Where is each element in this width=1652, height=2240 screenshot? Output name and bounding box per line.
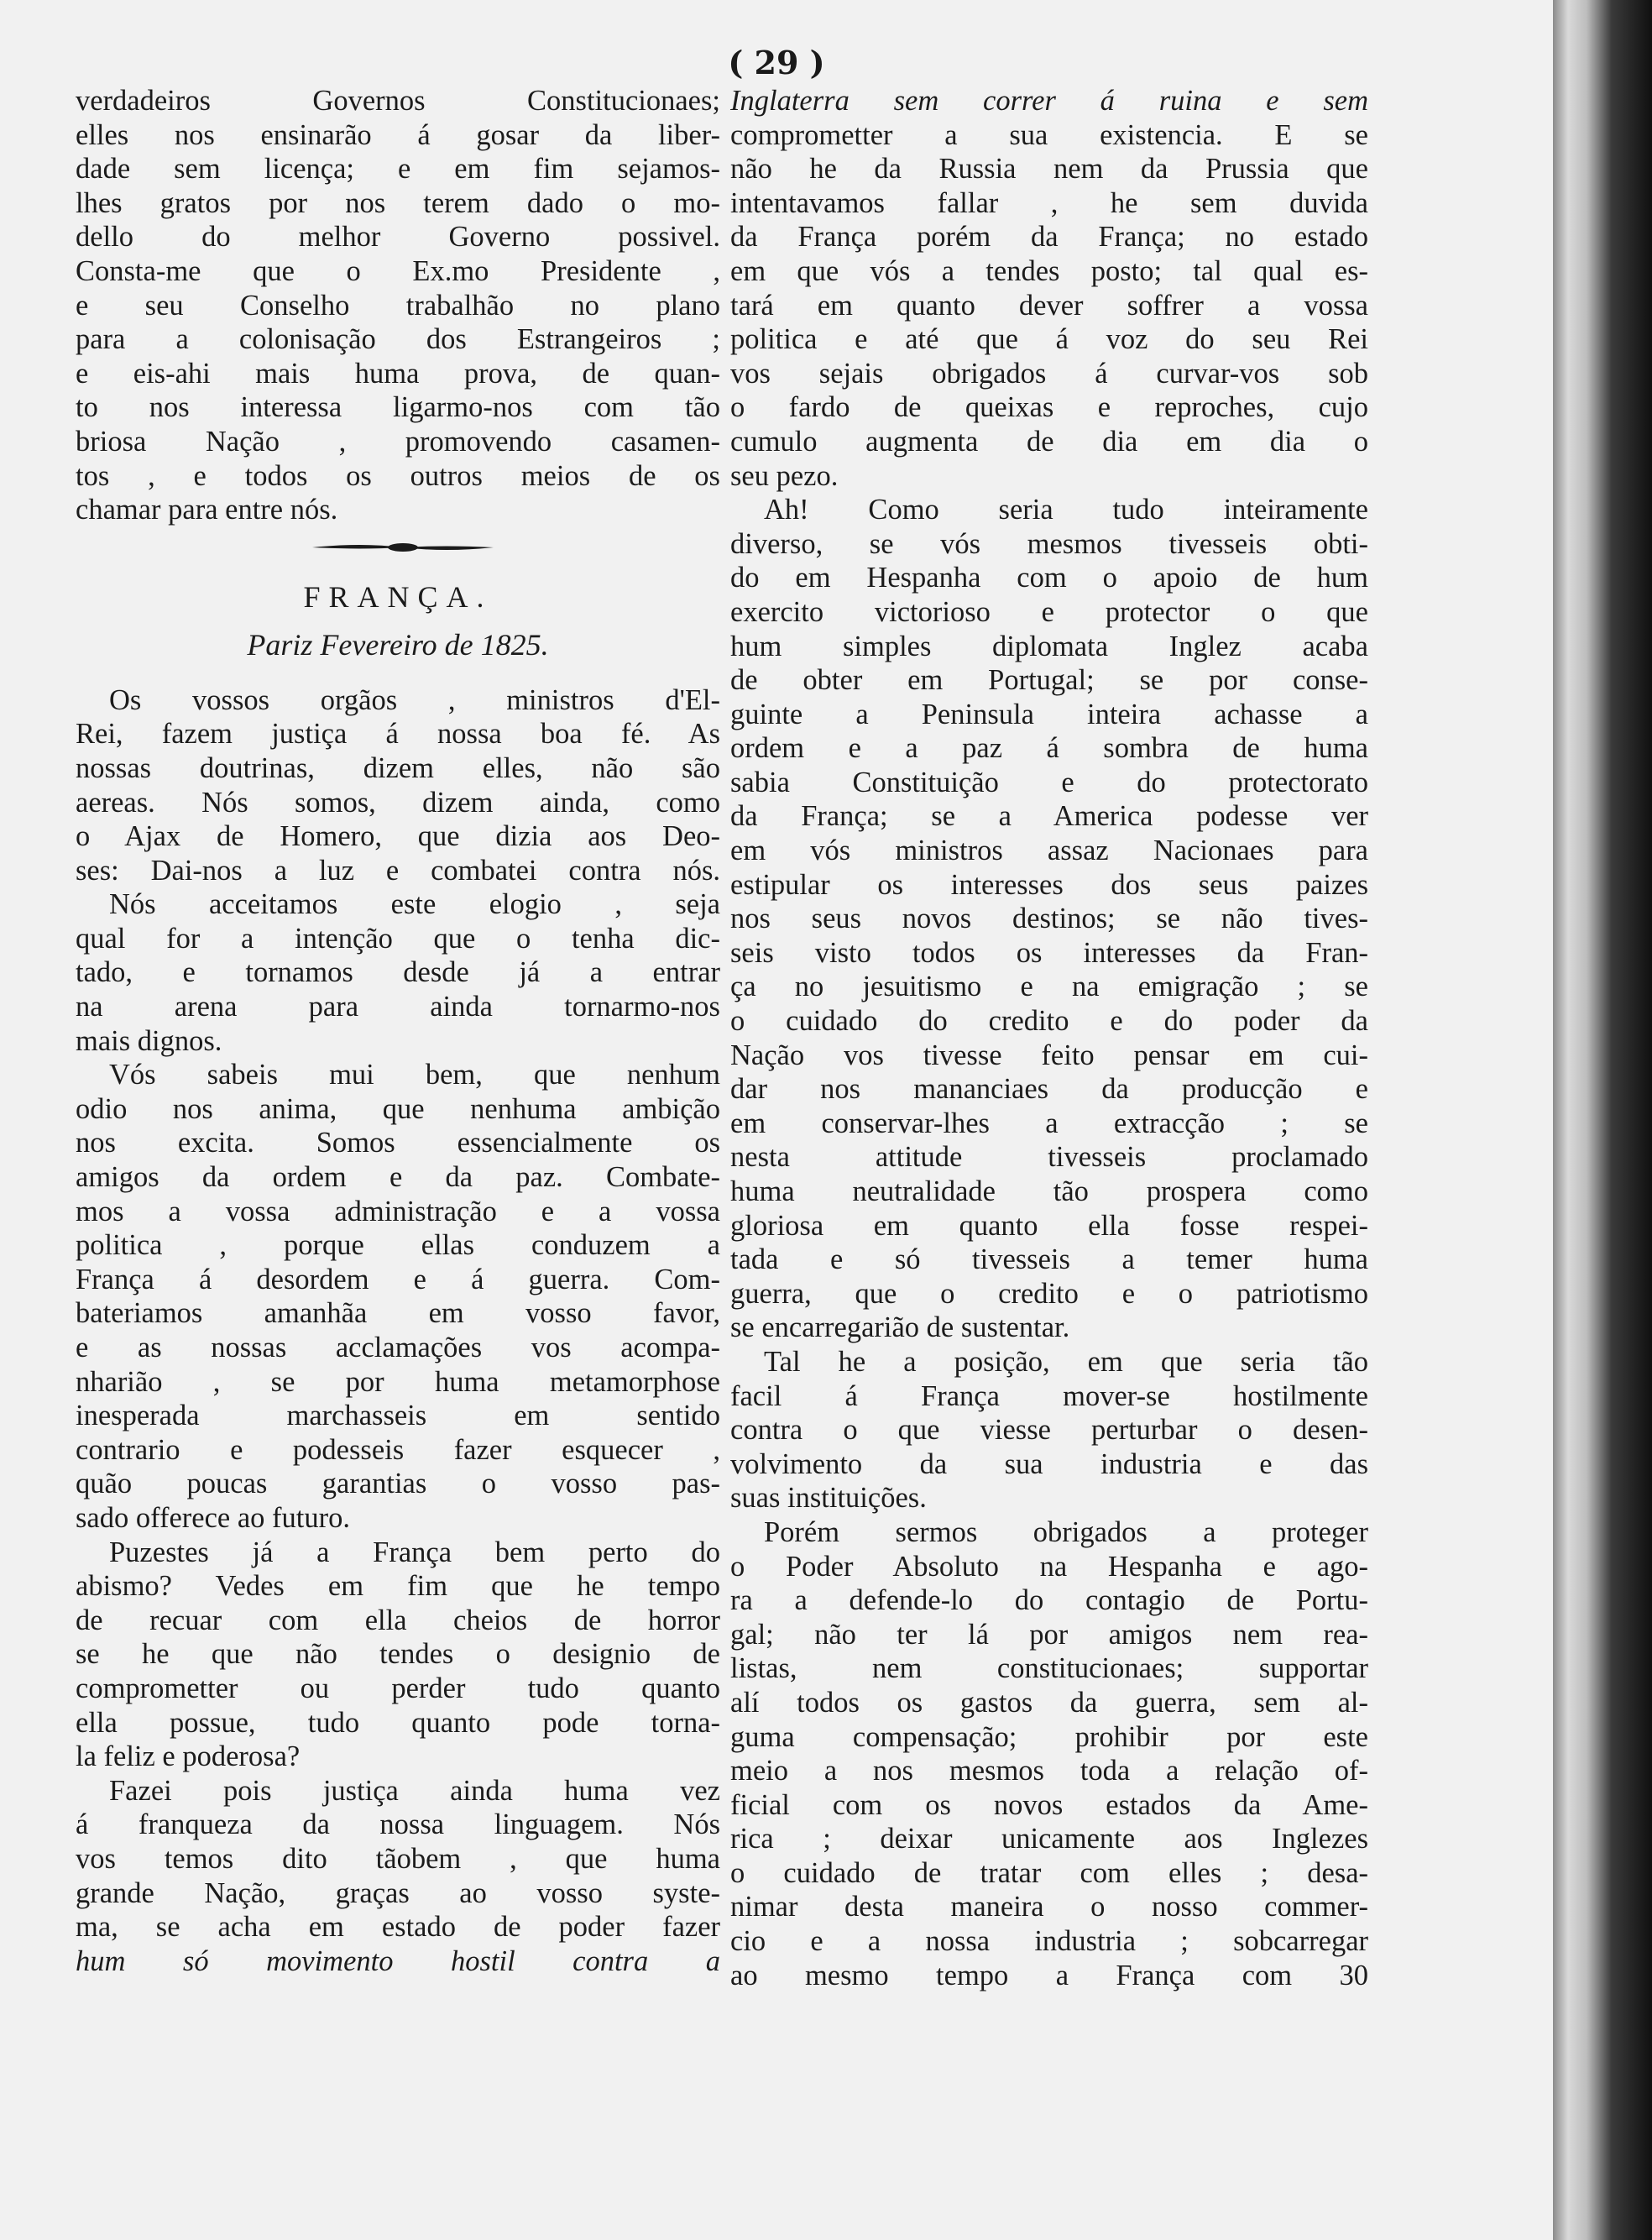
- text-line: inesperada marchasseis em sentido: [76, 1400, 720, 1432]
- text-line: o cuidado do credito e do poder da: [730, 1005, 1368, 1038]
- text-line: comprometter ou perder tudo quanto: [76, 1672, 720, 1704]
- text-line: de obter em Portugal; se por conse-: [730, 664, 1368, 697]
- text-line: suas instituições.: [730, 1482, 927, 1515]
- text-line: dello do melhor Governo possivel.: [76, 221, 720, 254]
- text-line: guinte a Peninsula inteira achasse a: [730, 698, 1368, 730]
- text-line: dar nos mananciaes da producção e: [730, 1073, 1368, 1106]
- text-line: diverso, se vós mesmos tivesseis obti-: [730, 527, 1368, 560]
- text-line: lhes gratos por nos terem dado o mo-: [76, 186, 720, 219]
- text-line: alí todos os gastos da guerra, sem al-: [730, 1686, 1368, 1719]
- text-line: gloriosa em quanto ella fosse respei-: [730, 1209, 1368, 1242]
- text-line: e seu Conselho trabalhão no plano: [76, 289, 720, 322]
- text-line: odio nos anima, que nenhuma ambição: [76, 1092, 720, 1125]
- text-line: contrario e podesseis fazer esquecer ,: [76, 1433, 720, 1466]
- text-line: ficial com os novos estados da Ame-: [730, 1788, 1368, 1821]
- text-line: politica e até que á voz do seu Rei: [730, 323, 1368, 356]
- text-line: sado offerece ao futuro.: [76, 1501, 350, 1534]
- text-line: estipular os interesses dos seus paizes: [730, 868, 1368, 901]
- text-line: vos temos dito tãobem , que huma: [76, 1842, 720, 1875]
- text-line: de recuar com ella cheios de horror: [76, 1604, 720, 1636]
- text-line: Fazei pois justiça ainda huma vez: [109, 1774, 720, 1807]
- text-line: facil á França mover-se hostilmente: [730, 1379, 1368, 1412]
- text-line: á franqueza da nossa linguagem. Nós: [76, 1808, 720, 1841]
- text-line: qual for a intenção que o tenha dic-: [76, 922, 720, 955]
- text-line: o Ajax de Homero, que dizia aos Deo-: [76, 820, 720, 853]
- text-line: aereas. Nós somos, dizem ainda, como: [76, 786, 720, 819]
- text-line: gal; não ter lá por amigos nem rea-: [730, 1618, 1368, 1651]
- text-line: ma, se acha em estado de poder fazer: [76, 1911, 720, 1944]
- text-line: rica ; deixar unicamente aos Inglezes: [730, 1823, 1368, 1855]
- text-line: o fardo de queixas e reproches, cujo: [730, 391, 1368, 424]
- text-line: tado, e tornamos desde já a entrar: [76, 956, 720, 989]
- text-line: da França porém da França; no estado: [730, 221, 1368, 254]
- text-line: e as nossas acclamações vos acompa-: [76, 1332, 720, 1363]
- text-line: se encarregarião de sustentar.: [730, 1311, 1070, 1344]
- text-line: nos seus novos destinos; se não tives-: [730, 903, 1368, 935]
- right-column: [730, 84, 1368, 1992]
- text-line: intentavamos fallar , he sem duvida: [730, 186, 1368, 219]
- book-binding-edge: [1553, 0, 1652, 2240]
- text-line: seu pezo.: [730, 459, 839, 492]
- text-line: seis visto todos os interesses da Fran-: [730, 936, 1368, 969]
- text-line: listas, nem constitucionaes; supportar: [730, 1652, 1368, 1685]
- text-line: briosa Nação , promovendo casamen-: [76, 425, 720, 458]
- left-column: [76, 84, 720, 1978]
- text-line: para a colonisação dos Estrangeiros ;: [76, 323, 720, 356]
- text-line: cio e a nossa industria ; sobcarregar: [730, 1925, 1368, 1958]
- text-line: em vós ministros assaz Nacionaes para: [730, 835, 1368, 867]
- text-line: mais dignos.: [76, 1024, 222, 1057]
- text-line: volvimento da sua industria e das: [730, 1447, 1368, 1480]
- text-line: Consta-me que o Ex.mo Presidente ,: [76, 254, 720, 287]
- text-line: contra o que viesse perturbar o desen-: [730, 1414, 1368, 1447]
- text-line: Nação vos tivesse feito pensar em cui-: [730, 1039, 1368, 1071]
- text-line: Nós acceitamos este elogio , seja: [109, 888, 720, 921]
- text-line: Ah! Como seria tudo inteiramente: [764, 494, 1368, 526]
- text-line: tos , e todos os outros meios de os: [76, 459, 720, 492]
- text-line: tada e só tivesseis a temer huma: [730, 1243, 1368, 1276]
- section-title: FRANÇA.: [303, 579, 493, 614]
- text-line: Porém sermos obrigados a proteger: [764, 1515, 1368, 1548]
- text-line: do em Hespanha com o apoio de hum: [730, 562, 1368, 594]
- text-line: o cuidado de tratar com elles ; desa-: [730, 1856, 1368, 1889]
- text-line: nharião , se por huma metamorphose: [76, 1365, 720, 1398]
- text-line: chamar para entre nós.: [76, 494, 338, 526]
- text-line: amigos da ordem e da paz. Combate-: [76, 1161, 720, 1194]
- text-line: e eis-ahi mais huma prova, de quan-: [76, 357, 720, 390]
- text-line: la feliz e poderosa?: [76, 1740, 301, 1773]
- text-line: mos a vossa administração e a vossa: [76, 1195, 720, 1227]
- text-line: ça no jesuitismo e na emigração ; se: [730, 971, 1368, 1003]
- article-body: [76, 683, 720, 1979]
- intro-paragraph: [76, 84, 720, 527]
- text-line: guma compensação; prohibir por este: [730, 1720, 1368, 1753]
- text-line: não he da Russia nem da Prussia que: [730, 153, 1368, 186]
- text-line: grande Nação, graças ao vosso syste-: [76, 1876, 720, 1909]
- text-line: Vós sabeis mui bem, que nenhum: [109, 1059, 720, 1091]
- text-line: dade sem licença; e em fim sejamos-: [76, 153, 720, 186]
- text-line: da França; se a America podesse ver: [730, 800, 1368, 833]
- text-line: em que vós a tendes posto; tal qual es-: [730, 254, 1368, 287]
- text-line: huma neutralidade tão prospera como: [730, 1175, 1368, 1207]
- text-line: nesta attitude tivesseis proclamado: [730, 1141, 1368, 1174]
- text-line: guerra, que o credito e o patriotismo: [730, 1277, 1368, 1310]
- page-number: ( 29 ): [728, 44, 825, 81]
- section-divider-ornament: [76, 527, 720, 569]
- text-line: ses: Dai-nos a luz e combatei contra nós.: [76, 854, 720, 887]
- text-line: ao mesmo tempo a França com 30: [730, 1959, 1368, 1991]
- text-line: o Poder Absoluto na Hespanha e ago-: [730, 1550, 1368, 1583]
- text-line: abismo? Vedes em fim que he tempo: [76, 1570, 720, 1603]
- text-line: Rei, fazem justiça á nossa boa fé. As: [76, 718, 720, 751]
- text-line: quão poucas garantias o vosso pas-: [76, 1468, 720, 1500]
- text-line: vos sejais obrigados á curvar-vos sob: [730, 357, 1368, 390]
- text-line: meio a nos mesmos toda a relação of-: [730, 1755, 1368, 1787]
- text-line: bateriamos amanhãa em vosso favor,: [76, 1297, 720, 1330]
- text-line: Inglaterra sem correr á ruina e sem: [730, 85, 1368, 117]
- text-line: nossas doutrinas, dizem elles, não são: [76, 751, 720, 784]
- text-line: hum só movimento hostil contra a: [76, 1944, 720, 1977]
- text-line: Tal he a posição, em que seria tão: [764, 1345, 1368, 1378]
- text-line: se he que não tendes o designio de: [76, 1638, 720, 1671]
- text-line: em conservar-lhes a extracção ; se: [730, 1107, 1368, 1139]
- text-line: elles nos ensinarão á gosar da liber-: [76, 118, 720, 151]
- text-line: Os vossos orgãos , ministros d'El-: [109, 683, 720, 716]
- text-line: cumulo augmenta de dia em dia o: [730, 425, 1368, 458]
- text-line: politica , porque ellas conduzem a: [76, 1229, 720, 1262]
- text-line: nimar desta maneira o nosso commer-: [730, 1891, 1368, 1923]
- text-line: França á desordem e á guerra. Com-: [76, 1263, 720, 1295]
- text-line: ra a defende-lo do contagio de Portu-: [730, 1584, 1368, 1617]
- text-line: Puzestes já a França bem perto do: [109, 1536, 720, 1568]
- text-line: tará em quanto dever soffrer a vossa: [730, 289, 1368, 322]
- text-line: sabia Constituição e do protectorato: [730, 766, 1368, 798]
- text-line: verdadeiros Governos Constitucionaes;: [76, 85, 720, 117]
- text-line: ella possue, tudo quanto pode torna-: [76, 1706, 720, 1739]
- text-line: to nos interessa ligarmo-nos com tão: [76, 391, 720, 424]
- text-line: na arena para ainda tornarmo-nos: [76, 991, 720, 1023]
- text-line: hum simples diplomata Inglez acaba: [730, 630, 1368, 662]
- text-line: nos excita. Somos essencialmente os: [76, 1127, 720, 1159]
- text-line: ordem e a paz á sombra de huma: [730, 732, 1368, 765]
- text-line: comprometter a sua existencia. E se: [730, 118, 1368, 151]
- dateline: Pariz Fevereiro de 1825.: [247, 627, 549, 662]
- text-line: exercito victorioso e protector o que: [730, 595, 1368, 628]
